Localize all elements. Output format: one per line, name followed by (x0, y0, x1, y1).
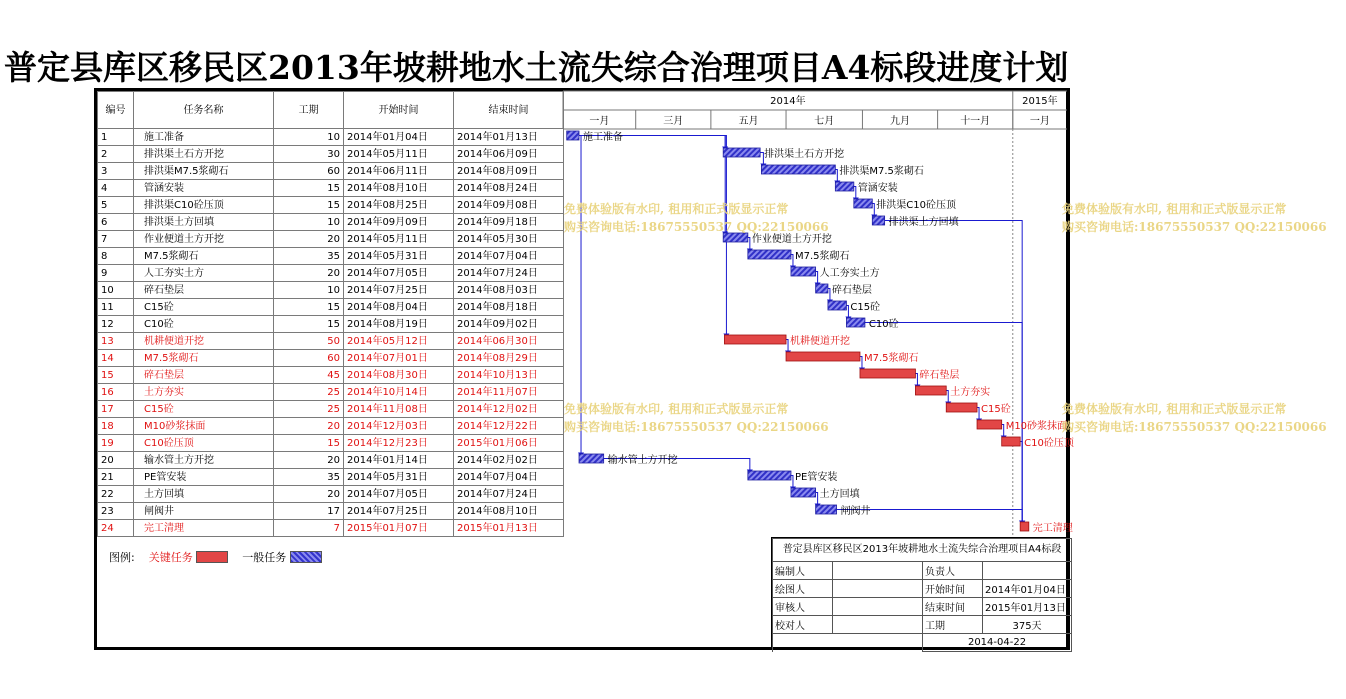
cell-end: 2014年09月18日 (454, 214, 564, 231)
cell-end: 2014年10月13日 (454, 367, 564, 384)
table-row[interactable] (98, 520, 564, 537)
watermark-1 (564, 200, 829, 236)
cell-no: 6 (98, 214, 134, 231)
cell-duration: 45 (274, 367, 344, 384)
month-label: 九月 (890, 116, 911, 127)
info-label-duration: 工期 (923, 616, 983, 634)
cell-end: 2014年08月18日 (454, 299, 564, 316)
table-row[interactable] (98, 316, 564, 333)
gantt-bar (748, 250, 791, 259)
gantt-bar-label: M7.5浆砌石 (794, 251, 850, 262)
gantt-bar (579, 454, 604, 463)
col-header-end: 结束时间 (454, 92, 564, 129)
month-label: 一月 (1029, 116, 1050, 127)
cell-no: 24 (98, 520, 134, 537)
info-label-reviewer: 审核人 (773, 598, 833, 616)
cell-start: 2014年06月11日 (344, 163, 454, 180)
cell-start: 2014年12月23日 (344, 435, 454, 452)
gantt-bar (915, 386, 946, 395)
cell-start: 2014年12月03日 (344, 418, 454, 435)
cell-end: 2014年08月09日 (454, 163, 564, 180)
gantt-bar-label: 排洪渠土石方开挖 (764, 149, 845, 160)
gantt-bar (977, 420, 1002, 429)
cell-no: 23 (98, 503, 134, 520)
cell-start: 2014年08月04日 (344, 299, 454, 316)
cell-duration: 35 (274, 469, 344, 486)
gantt-bar-label: 机耕便道开挖 (790, 336, 851, 347)
cell-no: 13 (98, 333, 134, 350)
cell-start: 2014年07月25日 (344, 503, 454, 520)
legend-critical-label: 关键任务 (148, 551, 193, 564)
cell-duration: 7 (274, 520, 344, 537)
info-value-reviewer (833, 598, 923, 616)
cell-name: 闸阀井 (134, 503, 274, 520)
cell-end: 2014年01月13日 (454, 129, 564, 146)
gantt-bar-label: 管涵安装 (857, 183, 898, 194)
cell-name: 碎石垫层 (134, 282, 274, 299)
table-header-row (98, 92, 564, 129)
cell-name: C15砼 (134, 299, 274, 316)
month-label: 一月 (589, 116, 610, 127)
month-label: 十一月 (960, 116, 991, 127)
cell-no: 7 (98, 231, 134, 248)
cell-name: 管涵安装 (134, 180, 274, 197)
gantt-chart (563, 91, 1074, 537)
gantt-bar-label: 排洪渠C10砼压顶 (876, 200, 957, 211)
gantt-bar-label: C10砼压顶 (1024, 438, 1074, 449)
table-row[interactable] (98, 231, 564, 248)
info-label-owner: 负责人 (923, 562, 983, 580)
cell-name: C15砼 (134, 401, 274, 418)
cell-no: 2 (98, 146, 134, 163)
gantt-bar-label: 施工准备 (583, 132, 624, 143)
watermark-3-line1: 免费体验版有水印, 租用和正式版显示正常 (564, 402, 789, 416)
cell-name: 作业便道土方开挖 (134, 231, 274, 248)
col-header-name: 任务名称 (134, 92, 274, 129)
cell-duration: 15 (274, 180, 344, 197)
table-row[interactable] (98, 299, 564, 316)
gantt-bar (828, 301, 846, 310)
info-value-drafter (833, 580, 923, 598)
gantt-bar (872, 216, 884, 225)
dependency-arrow (760, 153, 763, 165)
cell-duration: 15 (274, 435, 344, 452)
cell-end: 2015年01月13日 (454, 520, 564, 537)
info-value-checker (833, 616, 923, 634)
gantt-bar (791, 267, 816, 276)
cell-end: 2014年06月30日 (454, 333, 564, 350)
cell-start: 2014年10月14日 (344, 384, 454, 401)
gantt-bar (761, 165, 835, 174)
watermark-4 (1062, 400, 1327, 436)
cell-name: 排洪渠M7.5浆砌石 (134, 163, 274, 180)
gantt-bar (854, 199, 872, 208)
gantt-bar-label: 排洪渠M7.5浆砌石 (839, 166, 924, 177)
cell-end: 2014年07月04日 (454, 248, 564, 265)
cell-duration: 10 (274, 282, 344, 299)
table-row[interactable] (98, 333, 564, 350)
cell-name: C10砼压顶 (134, 435, 274, 452)
gantt-bar (860, 369, 915, 378)
gantt-bar-label: 作业便道土方开挖 (751, 234, 832, 245)
cell-name: 完工清理 (134, 520, 274, 537)
cell-start: 2014年05月12日 (344, 333, 454, 350)
cell-start: 2014年05月31日 (344, 469, 454, 486)
table-row[interactable] (98, 214, 564, 231)
cell-end: 2014年09月02日 (454, 316, 564, 333)
info-label-end: 结束时间 (923, 598, 983, 616)
cell-end: 2014年08月10日 (454, 503, 564, 520)
month-label: 五月 (738, 116, 759, 127)
cell-no: 21 (98, 469, 134, 486)
gantt-bar-label: 碎石垫层 (831, 285, 872, 296)
table-row[interactable] (98, 486, 564, 503)
cell-name: 机耕便道开挖 (134, 333, 274, 350)
gantt-bar (1020, 522, 1029, 531)
cell-duration: 25 (274, 401, 344, 418)
table-row[interactable] (98, 469, 564, 486)
cell-end: 2015年01月06日 (454, 435, 564, 452)
gantt-bar-label: C10砼 (868, 319, 899, 330)
cell-no: 20 (98, 452, 134, 469)
gantt-bar (786, 352, 860, 361)
cell-duration: 60 (274, 163, 344, 180)
table-row[interactable] (98, 248, 564, 265)
cell-start: 2014年05月11日 (344, 231, 454, 248)
table-row[interactable] (98, 146, 564, 163)
info-value-duration: 375天 (983, 616, 1072, 634)
cell-start: 2014年05月31日 (344, 248, 454, 265)
cell-end: 2014年08月03日 (454, 282, 564, 299)
table-row[interactable] (98, 384, 564, 401)
info-label-checker: 校对人 (773, 616, 833, 634)
cell-name: 施工准备 (134, 129, 274, 146)
table-row[interactable] (98, 282, 564, 299)
legend-normal-label: 一般任务 (242, 551, 287, 564)
watermark-4-line2: 购买咨询电话:18675550537 QQ:22150066 (1062, 420, 1327, 434)
gantt-bar-label: 闸阀井 (840, 506, 871, 517)
table-row[interactable] (98, 503, 564, 520)
legend-normal-swatch (290, 551, 322, 563)
gantt-bar-label: 土方回填 (819, 489, 860, 500)
gantt-bar-label: 输水管土方开挖 (607, 455, 678, 466)
cell-name: C10砼 (134, 316, 274, 333)
cell-name: 排洪渠C10砼压顶 (134, 197, 274, 214)
cell-end: 2014年08月29日 (454, 350, 564, 367)
table-row[interactable] (98, 129, 564, 146)
legend-label: 图例: (109, 551, 135, 564)
table-row[interactable] (98, 452, 564, 469)
cell-start: 2014年07月25日 (344, 282, 454, 299)
legend (109, 549, 322, 565)
table-row[interactable] (98, 401, 564, 418)
cell-no: 18 (98, 418, 134, 435)
cell-name: M7.5浆砌石 (134, 350, 274, 367)
gantt-bar-label: 人工夯实土方 (819, 268, 880, 279)
cell-no: 11 (98, 299, 134, 316)
page-title: 普定县库区移民区2013年坡耕地水土流失综合治理项目A4标段进度计划 (4, 48, 1069, 87)
year-label: 2015年 (1022, 96, 1058, 107)
schedule-frame (94, 88, 1074, 650)
cell-end: 2014年09月08日 (454, 197, 564, 214)
task-table-body (98, 92, 564, 537)
watermark-3 (564, 400, 829, 436)
table-row[interactable] (98, 197, 564, 214)
gantt-bar-label: C15砼 (981, 404, 1011, 415)
cell-start: 2014年08月19日 (344, 316, 454, 333)
table-row[interactable] (98, 418, 564, 435)
cell-name: 人工夯实土方 (134, 265, 274, 282)
cell-start: 2014年07月05日 (344, 486, 454, 503)
cell-end: 2014年11月07日 (454, 384, 564, 401)
cell-duration: 10 (274, 129, 344, 146)
info-empty-cell (773, 634, 923, 652)
watermark-1-line1: 免费体验版有水印, 租用和正式版显示正常 (564, 202, 789, 216)
gantt-bar (835, 182, 853, 191)
gantt-bar-label: 碎石垫层 (919, 370, 960, 381)
cell-duration: 20 (274, 452, 344, 469)
gantt-bar-label: M7.5浆砌石 (863, 353, 919, 364)
year-label: 2014年 (770, 96, 806, 107)
cell-duration: 15 (274, 197, 344, 214)
cell-no: 9 (98, 265, 134, 282)
cell-duration: 20 (274, 231, 344, 248)
cell-no: 22 (98, 486, 134, 503)
gantt-bar (946, 403, 977, 412)
gantt-bar (1002, 437, 1020, 446)
info-label-start: 开始时间 (923, 580, 983, 598)
gantt-bar (723, 148, 760, 157)
table-row[interactable] (98, 180, 564, 197)
gantt-bar-label: PE管安装 (794, 472, 838, 483)
cell-duration: 30 (274, 146, 344, 163)
cell-duration: 20 (274, 486, 344, 503)
gantt-bar (748, 471, 791, 480)
gantt-bar (724, 335, 786, 344)
gantt-bar-label: C15砼 (850, 302, 881, 313)
cell-name: 土方回填 (134, 486, 274, 503)
cell-no: 4 (98, 180, 134, 197)
table-row[interactable] (98, 350, 564, 367)
cell-no: 5 (98, 197, 134, 214)
cell-end: 2014年06月09日 (454, 146, 564, 163)
watermark-2-line2: 购买咨询电话:18675550537 QQ:22150066 (1062, 220, 1327, 234)
cell-start: 2014年08月10日 (344, 180, 454, 197)
cell-end: 2014年02月02日 (454, 452, 564, 469)
cell-start: 2014年09月09日 (344, 214, 454, 231)
cell-no: 17 (98, 401, 134, 418)
watermark-2-line1: 免费体验版有水印, 租用和正式版显示正常 (1062, 202, 1287, 216)
info-label-compiler: 编制人 (773, 562, 833, 580)
cell-name: 排洪渠土方回填 (134, 214, 274, 231)
cell-name: 输水管土方开挖 (134, 452, 274, 469)
cell-duration: 60 (274, 350, 344, 367)
info-title: 普定县库区移民区2013年坡耕地水土流失综合治理项目A4标段 (773, 539, 1072, 562)
cell-start: 2014年08月30日 (344, 367, 454, 384)
table-row[interactable] (98, 435, 564, 452)
cell-end: 2014年05月30日 (454, 231, 564, 248)
cell-duration: 50 (274, 333, 344, 350)
col-header-no: 编号 (98, 92, 134, 129)
cell-name: M10砂浆抹面 (134, 418, 274, 435)
gantt-bar (846, 318, 864, 327)
table-row[interactable] (98, 265, 564, 282)
month-label: 三月 (663, 116, 684, 127)
cell-end: 2014年07月04日 (454, 469, 564, 486)
cell-name: 土方夯实 (134, 384, 274, 401)
cell-start: 2014年01月14日 (344, 452, 454, 469)
cell-start: 2014年05月11日 (344, 146, 454, 163)
cell-end: 2014年08月24日 (454, 180, 564, 197)
gantt-bar-label: M10砂浆抹面 (1005, 421, 1068, 432)
cell-no: 1 (98, 129, 134, 146)
info-value-compiler (833, 562, 923, 580)
cell-no: 3 (98, 163, 134, 180)
month-label: 七月 (814, 116, 835, 127)
cell-no: 12 (98, 316, 134, 333)
cell-name: 碎石垫层 (134, 367, 274, 384)
cell-duration: 15 (274, 299, 344, 316)
table-row[interactable] (98, 163, 564, 180)
info-value-end: 2015年01月13日 (983, 598, 1072, 616)
watermark-1-line2: 购买咨询电话:18675550537 QQ:22150066 (564, 220, 829, 234)
col-header-start: 开始时间 (344, 92, 454, 129)
col-header-duration: 工期 (274, 92, 344, 129)
watermark-2 (1062, 200, 1327, 236)
info-value-start: 2014年01月04日 (983, 580, 1072, 598)
info-value-owner (983, 562, 1072, 580)
info-block (771, 537, 1070, 650)
cell-duration: 10 (274, 214, 344, 231)
cell-no: 16 (98, 384, 134, 401)
cell-duration: 20 (274, 418, 344, 435)
watermark-4-line1: 免费体验版有水印, 租用和正式版显示正常 (1062, 402, 1287, 416)
cell-duration: 17 (274, 503, 344, 520)
task-table (97, 91, 564, 537)
cell-end: 2014年12月02日 (454, 401, 564, 418)
gantt-bar-label: 排洪渠土方回填 (888, 217, 959, 228)
gantt-bar (816, 284, 828, 293)
cell-no: 15 (98, 367, 134, 384)
table-row[interactable] (98, 367, 564, 384)
gantt-bar (791, 488, 816, 497)
cell-end: 2014年12月22日 (454, 418, 564, 435)
info-label-drafter: 绘图人 (773, 580, 833, 598)
cell-duration: 35 (274, 248, 344, 265)
cell-name: M7.5浆砌石 (134, 248, 274, 265)
cell-start: 2014年07月01日 (344, 350, 454, 367)
cell-no: 14 (98, 350, 134, 367)
cell-start: 2014年07月05日 (344, 265, 454, 282)
gantt-bar-label: 完工清理 (1032, 523, 1073, 534)
cell-no: 19 (98, 435, 134, 452)
cell-no: 8 (98, 248, 134, 265)
cell-start: 2015年01月07日 (344, 520, 454, 537)
gantt-bar (567, 131, 579, 140)
gantt-bar-label: 土方夯实 (950, 387, 991, 398)
info-date: 2014-04-22 (923, 634, 1072, 652)
cell-name: 排洪渠土石方开挖 (134, 146, 274, 163)
cell-duration: 20 (274, 265, 344, 282)
gantt-bar (816, 505, 837, 514)
cell-start: 2014年11月08日 (344, 401, 454, 418)
cell-no: 10 (98, 282, 134, 299)
cell-end: 2014年07月24日 (454, 265, 564, 282)
legend-critical-swatch (196, 551, 228, 563)
cell-name: PE管安装 (134, 469, 274, 486)
cell-duration: 15 (274, 316, 344, 333)
cell-duration: 25 (274, 384, 344, 401)
cell-start: 2014年08月25日 (344, 197, 454, 214)
watermark-3-line2: 购买咨询电话:18675550537 QQ:22150066 (564, 420, 829, 434)
cell-start: 2014年01月04日 (344, 129, 454, 146)
cell-end: 2014年07月24日 (454, 486, 564, 503)
